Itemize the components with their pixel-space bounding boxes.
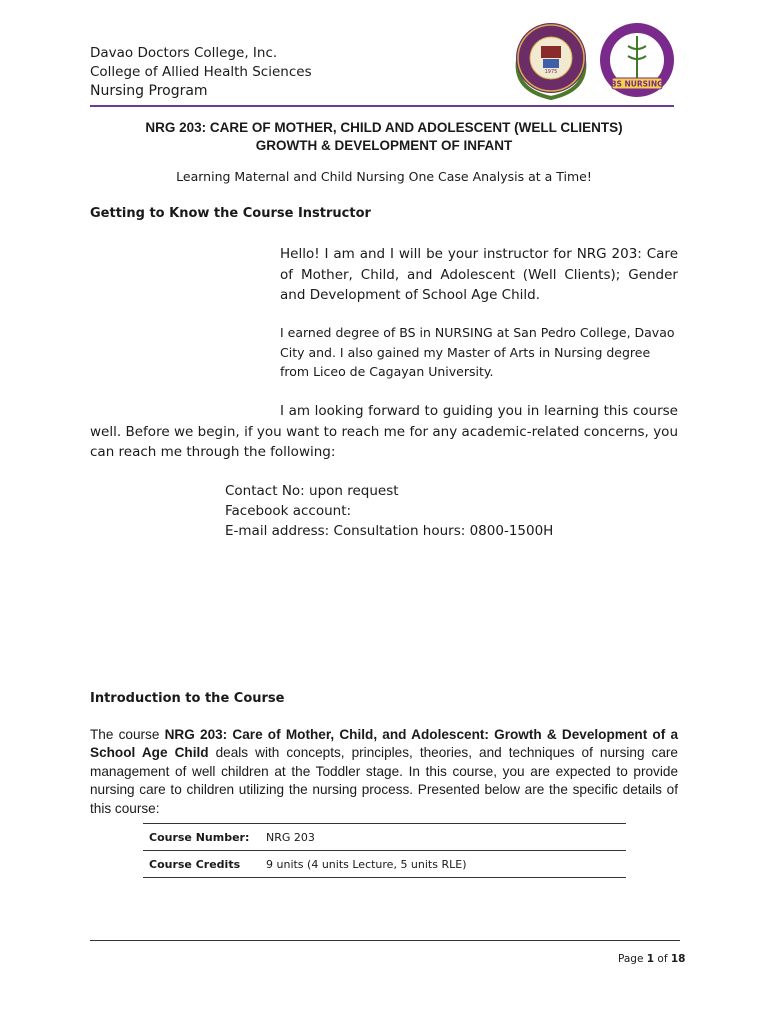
contact-number: Contact No: upon request xyxy=(225,483,399,499)
contact-paragraph-rest: well. Before we begin, if you want to reach me for any academic-related concerns, you can reach me through the following: xyxy=(90,423,678,460)
header-divider xyxy=(90,105,674,107)
bs-nursing-logo xyxy=(598,22,676,100)
contact-paragraph-lead: I am looking forward to guiding you in learning this course xyxy=(280,403,678,419)
facebook-account: Facebook account: xyxy=(225,503,352,519)
section-heading-instructor: Getting to Know the Course Instructor xyxy=(90,206,371,221)
institution-name: Davao Doctors College, Inc. xyxy=(90,45,278,61)
course-introduction-paragraph xyxy=(90,726,678,818)
course-title-line2: GROWTH & DEVELOPMENT OF INFANT xyxy=(255,138,513,153)
table-row xyxy=(143,851,626,878)
instructor-education-paragraph: I earned degree of BS in NURSING at San Pedro College, Davao City and. I also gained my Master of Arts in Nursing degree from Liceo de Cagayan University. xyxy=(280,325,675,379)
of-word: of xyxy=(654,953,671,965)
tagline: Learning Maternal and Child Nursing One Case Analysis at a Time! xyxy=(176,169,592,184)
current-page: 1 xyxy=(646,953,655,965)
instructor-intro-paragraph: Hello! I am and I will be your instructor for NRG 203: Care of Mother, Child, and Adolescent (Well Clients); Gender and Development of School Age Child. xyxy=(280,246,678,303)
email-address: E-mail address: Consultation hours: 0800-1500H xyxy=(225,523,554,539)
table-row xyxy=(143,824,626,851)
total-pages: 18 xyxy=(670,953,686,965)
college-seal-logo xyxy=(508,20,594,100)
intro-lead: The course xyxy=(90,727,165,742)
course-title-line1: NRG 203: CARE OF MOTHER, CHILD AND ADOLESCENT (WELL CLIENTS) xyxy=(145,120,623,135)
svg-text:BS NURSING: BS NURSING xyxy=(610,79,664,89)
intro-course-name: NRG 203: Care of Mother, Child, and Adolescent: Growth & Development of a School Age Child xyxy=(90,727,679,761)
course-number-value: NRG 203 xyxy=(266,830,315,844)
section-heading-introduction: Introduction to the Course xyxy=(90,691,285,706)
course-number-label: Course Number: xyxy=(149,830,250,844)
course-details-table xyxy=(143,823,626,878)
intro-description: deals with concepts, principles, theories, and techniques of nursing care management of well children at the Toddler stage. In this course, you are expected to provide nursing care to children utilizing the nursing process. Presented below are the specific details of this course: xyxy=(90,745,678,816)
college-name: College of Allied Health Sciences xyxy=(90,64,312,80)
instructor-contact-paragraph xyxy=(90,401,678,463)
course-credits-label: Course Credits xyxy=(149,857,241,871)
program-name: Nursing Program xyxy=(90,83,208,99)
footer-divider xyxy=(90,940,680,941)
page-number xyxy=(618,953,686,965)
svg-text:1975: 1975 xyxy=(544,69,558,75)
course-credits-value: 9 units (4 units Lecture, 5 units RLE) xyxy=(266,857,467,871)
page-word: Page xyxy=(618,953,647,965)
